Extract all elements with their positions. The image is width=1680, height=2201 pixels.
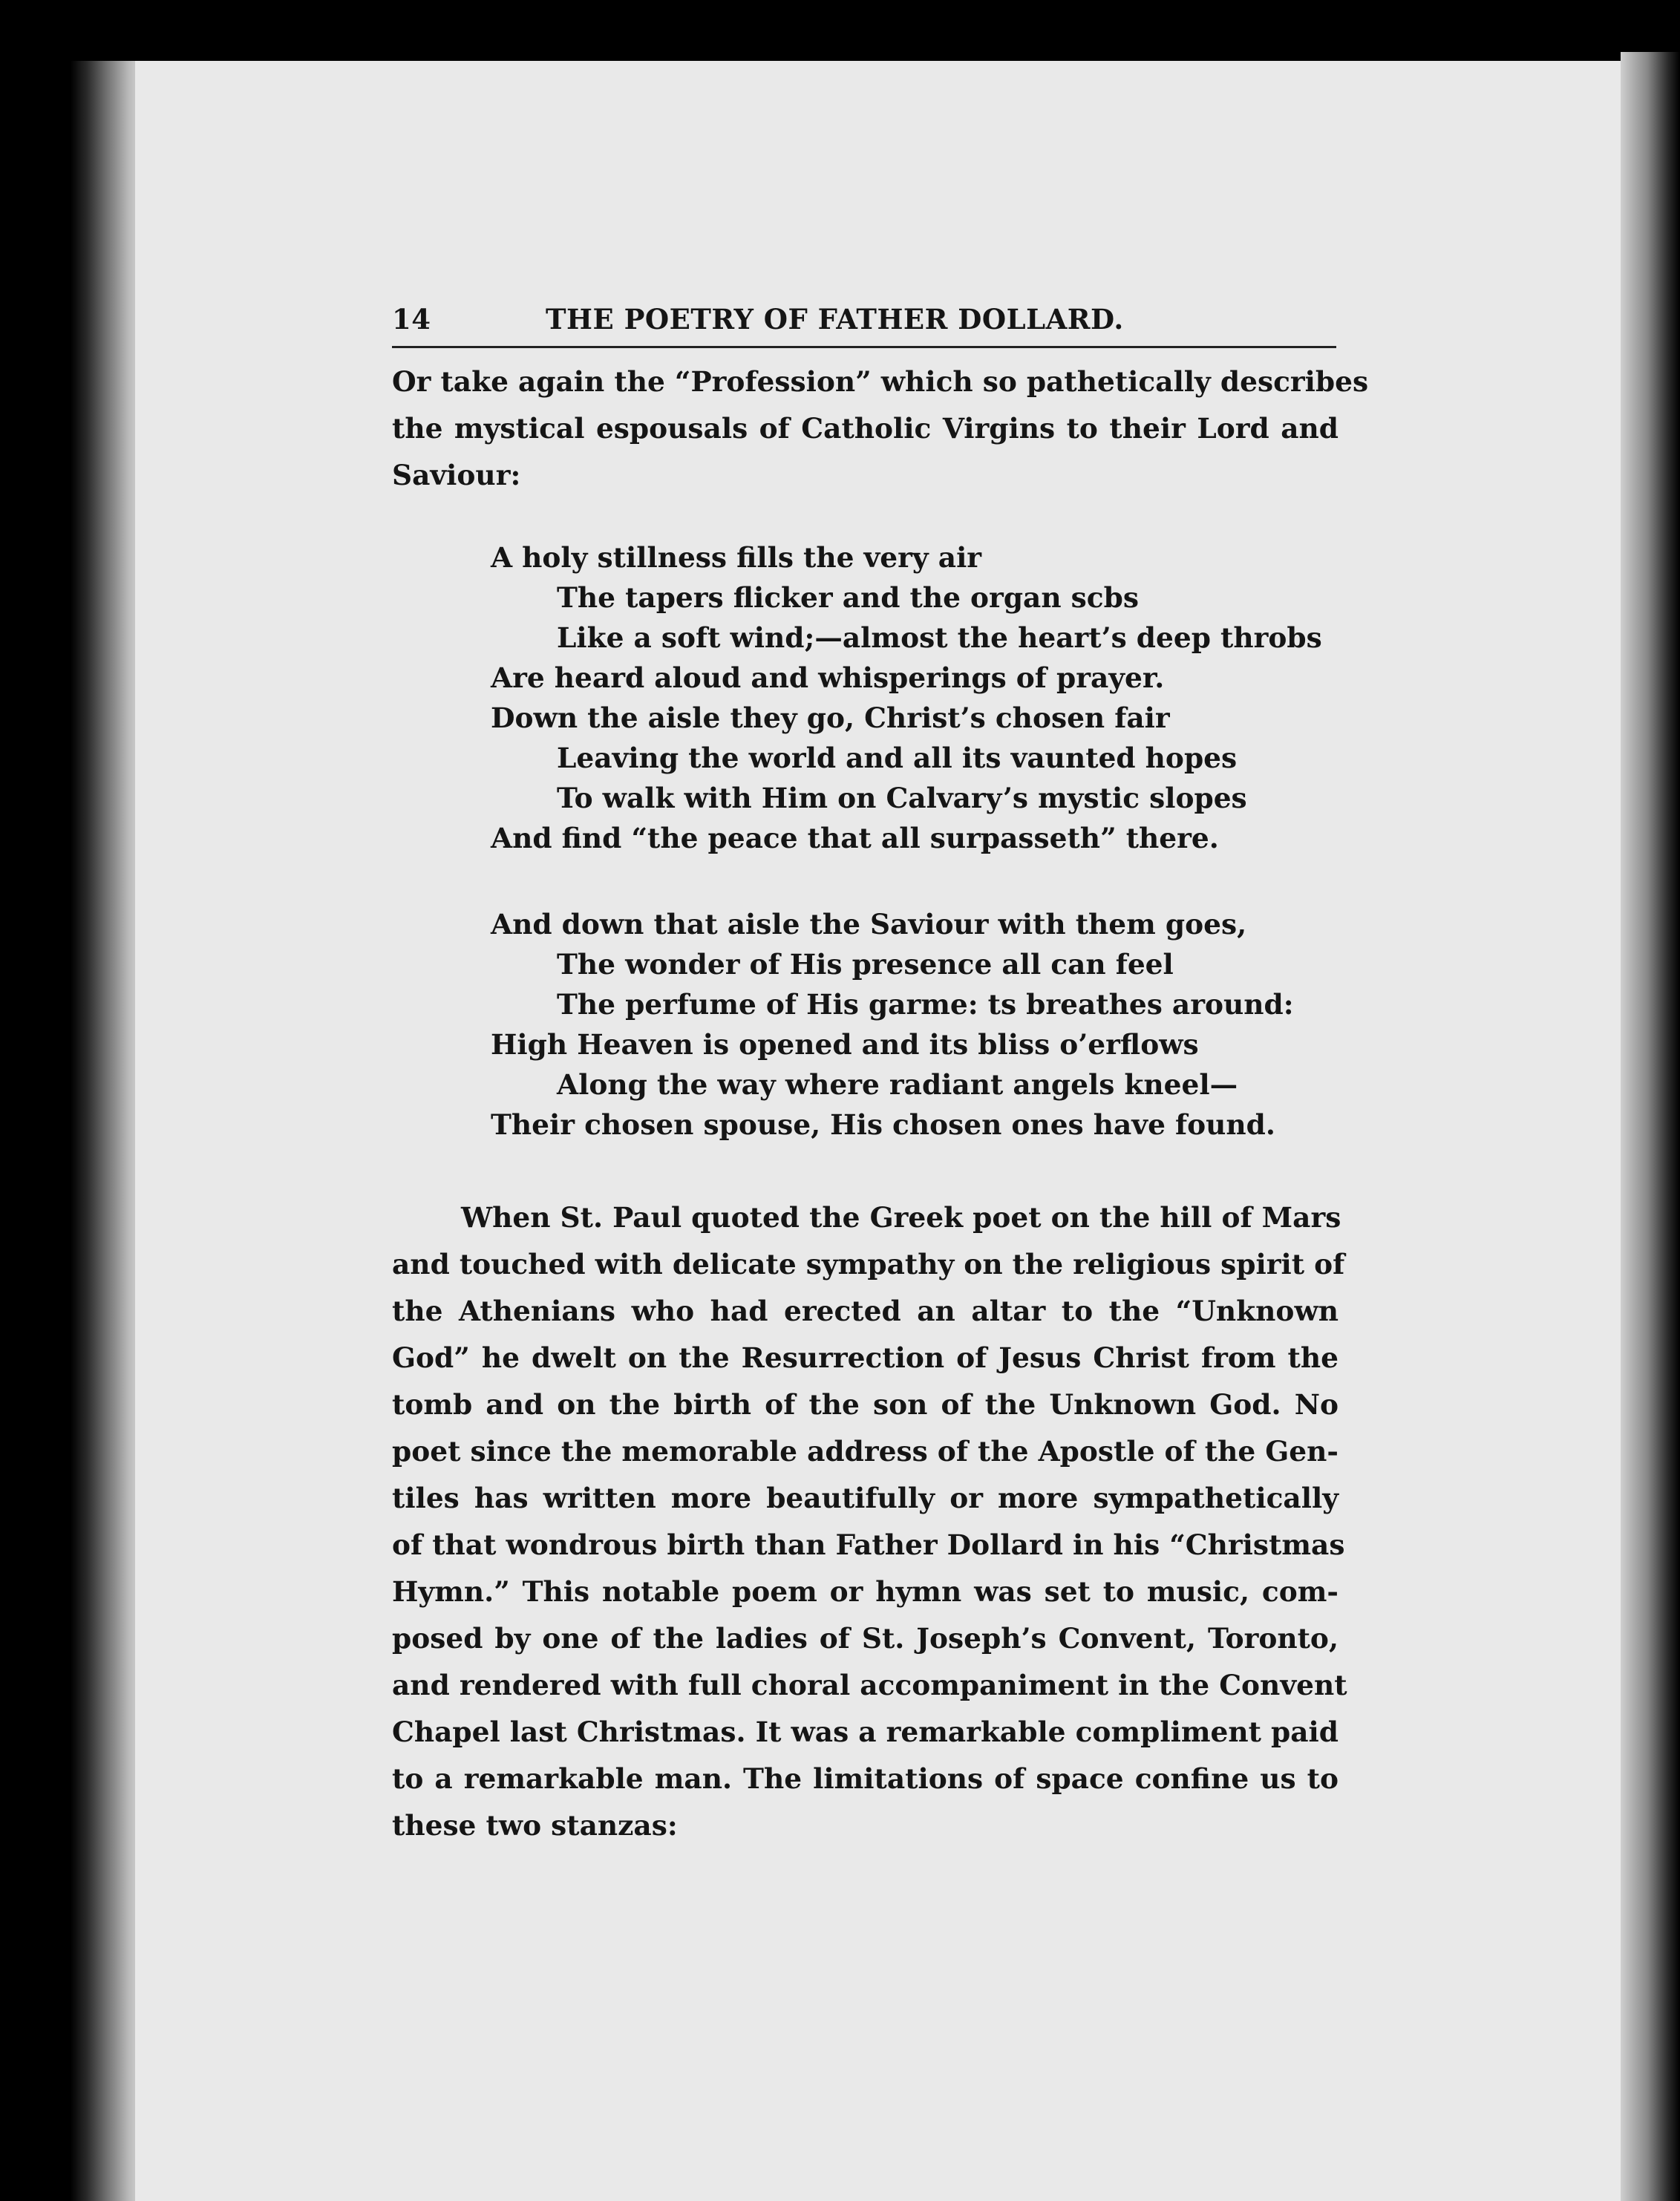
verse-line: Their chosen spouse, His chosen ones have found. <box>491 1108 1275 1141</box>
verse-line: Like a soft wind;—almost the heart’s deep throbs <box>557 621 1322 654</box>
verse-line: High Heaven is opened and its bliss o’erflows <box>491 1028 1199 1061</box>
verse-line: Are heard aloud and whisperings of prayer. <box>491 661 1165 694</box>
text-line: Hymn.” This notable poem or hymn was set to music, com- <box>392 1575 1339 1608</box>
text-line: these two stanzas: <box>392 1809 678 1842</box>
book-spine-gutter <box>71 61 145 2201</box>
text-line: the mystical espousals of Catholic Virgins to their Lord and <box>392 412 1339 445</box>
page-content <box>392 297 1369 1849</box>
text-line: Chapel last Christmas. It was a remarkable compliment paid <box>392 1716 1339 1748</box>
poem-stanza-2 <box>491 904 1339 1145</box>
text-line: tomb and on the birth of the son of the Unknown God. No <box>392 1388 1339 1421</box>
text-line: poet since the memorable address of the Apostle of the Gen- <box>392 1435 1339 1468</box>
verse-line: Leaving the world and all its vaunted hopes <box>557 742 1238 774</box>
page-right-edge <box>1621 52 1680 2201</box>
running-head <box>392 297 1339 346</box>
text-line: Or take again the “Profession” which so pathetically describes <box>392 365 1369 398</box>
verse-line: The wonder of His presence all can feel <box>557 948 1174 981</box>
body-paragraph <box>392 1194 1347 1849</box>
text-line: Saviour: <box>392 459 521 491</box>
poem-stanza-1 <box>491 537 1339 858</box>
verse-line: Along the way where radiant angels kneel— <box>557 1068 1238 1101</box>
intro-paragraph <box>392 359 1369 499</box>
text-line: and touched with delicate sympathy on the religious spirit of <box>392 1248 1345 1281</box>
text-line: to a remarkable man. The limitations of space confine us to <box>392 1762 1339 1795</box>
running-title: THE POETRY OF FATHER DOLLARD. <box>546 303 1124 336</box>
text-line: God” he dwelt on the Resurrection of Jesus Christ from the <box>392 1341 1339 1374</box>
text-line: and rendered with full choral accompaniment in the Convent <box>392 1669 1347 1701</box>
verse-line: The perfume of His garme: ts breathes around: <box>557 988 1294 1021</box>
text-line: posed by one of the ladies of St. Joseph’s Convent, Toronto, <box>392 1622 1339 1655</box>
header-rule <box>392 346 1336 348</box>
page-number: 14 <box>392 303 431 336</box>
text-line: tiles has written more beautifully or more sympathetically <box>392 1482 1339 1514</box>
text-line: of that wondrous birth than Father Dollard in his “Christmas <box>392 1528 1345 1561</box>
text-line: the Athenians who had erected an altar to the “Unknown <box>392 1295 1339 1327</box>
verse-line: The tapers flicker and the organ scbs <box>557 581 1139 614</box>
verse-line: To walk with Him on Calvary’s mystic slopes <box>557 782 1247 814</box>
text-line: When St. Paul quoted the Greek poet on the hill of Mars <box>461 1201 1341 1234</box>
verse-line: And down that aisle the Saviour with them goes, <box>491 908 1247 941</box>
verse-line: And find “the peace that all surpasseth” there. <box>491 822 1219 854</box>
verse-line: Down the aisle they go, Christ’s chosen fair <box>491 701 1170 734</box>
verse-line: A holy stillness fills the very air <box>491 541 982 574</box>
